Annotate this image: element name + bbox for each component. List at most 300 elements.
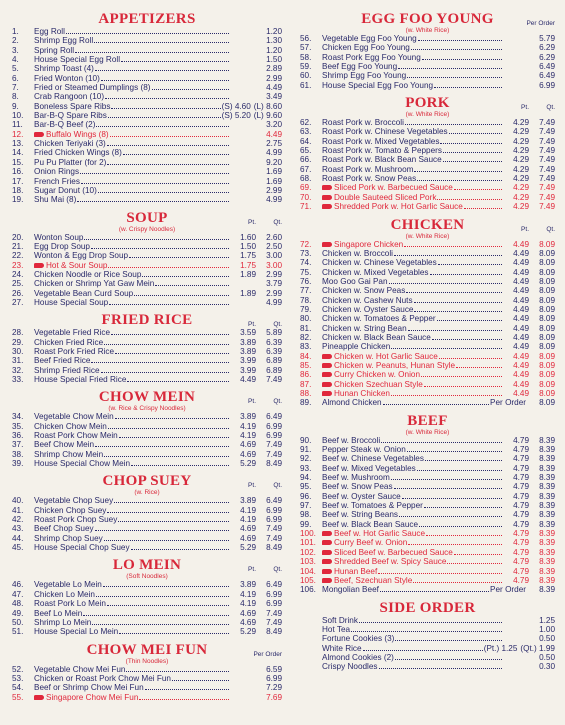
- hot-pepper-icon: [322, 242, 332, 247]
- price-column-header: [230, 482, 282, 489]
- menu-item: [300, 240, 555, 249]
- item-name: Roast Pork Egg Foo Young: [322, 52, 421, 62]
- hot-pepper-icon: [322, 372, 332, 377]
- menu-item: [12, 599, 282, 608]
- item-number: 7.: [12, 83, 19, 93]
- item-price-small: 4.79: [513, 547, 529, 557]
- dot-leader: [378, 573, 502, 574]
- item-price-small: 4.19: [240, 421, 256, 431]
- item-price-large: 8.39: [539, 510, 555, 520]
- item-name: Beef w. Hot Garlic Sauce: [334, 529, 426, 539]
- item-number: 19.: [12, 195, 24, 205]
- menu-item: [12, 347, 282, 356]
- item-price-large: 6.49: [539, 71, 555, 81]
- item-name: Vegetable Chow Mein: [34, 412, 114, 422]
- menu-item: [300, 71, 555, 80]
- item-number: 12.: [12, 129, 24, 139]
- item-name: House Special Chop Suey: [34, 543, 130, 553]
- item-number: 9.: [12, 101, 19, 111]
- item-price-small: 4.69: [240, 449, 256, 459]
- item-price-large: 7.49: [539, 127, 555, 137]
- dot-leader: [119, 437, 229, 438]
- item-price-small: 3.99: [240, 365, 256, 375]
- item-name: Shrimp Lo Mein: [34, 617, 92, 627]
- item-price-large: 4.99: [266, 195, 282, 205]
- item-price-small: 3.89: [240, 346, 256, 356]
- menu-item: [12, 674, 282, 683]
- item-name: Curry Beef w. Onion: [334, 538, 408, 548]
- menu-item: [300, 662, 555, 671]
- item-number: 8.: [12, 92, 19, 102]
- item-name: Sugar Donut (10): [34, 185, 97, 195]
- item-price-large: 7.69: [266, 692, 282, 702]
- section-header: [12, 388, 282, 405]
- dot-leader: [111, 334, 229, 335]
- item-name: Shredded Pork w. Hot Garlic Sauce: [334, 202, 463, 212]
- hot-pepper-icon: [322, 540, 332, 545]
- section-header: [300, 94, 555, 111]
- item-name: Vegetable Bean Curd Soup: [34, 288, 134, 298]
- dot-leader: [363, 650, 483, 651]
- section-title: LO MEIN: [112, 557, 182, 574]
- item-price-small: 4.29: [513, 202, 529, 212]
- menu-item: [300, 557, 555, 566]
- item-price-small: 4.49: [513, 370, 529, 380]
- menu-item: [300, 342, 555, 351]
- item-price-large: 7.49: [539, 136, 555, 146]
- item-price-large: 8.49: [266, 543, 282, 553]
- item-price-small: Per Order: [490, 585, 526, 595]
- item-price-small: 1.50: [240, 241, 256, 251]
- dot-leader: [91, 362, 229, 363]
- item-name: Bar-B-Q Spare Ribs: [34, 111, 107, 121]
- dot-leader: [417, 180, 502, 181]
- section-subtitle: (w. White Rice): [405, 27, 450, 34]
- item-name: Roast Pork w. Broccoli: [322, 118, 404, 128]
- menu-item: [300, 501, 555, 510]
- item-price-large: 7.49: [266, 524, 282, 534]
- item-number: 25.: [12, 279, 24, 289]
- item-number: 64.: [300, 136, 312, 146]
- menu-item: [300, 389, 555, 398]
- item-price-small: 4.79: [513, 510, 529, 520]
- item-price-large: 8.39: [539, 538, 555, 548]
- item-number: 63.: [300, 127, 312, 137]
- section-subtitle: (w. White Rice): [405, 232, 450, 240]
- item-price-large: 2.99: [266, 269, 282, 279]
- menu-item: [12, 27, 282, 36]
- item-name: Chicken w. Oyster Sauce: [322, 304, 414, 314]
- item-number: 89.: [300, 398, 312, 408]
- item-name: Beef Lo Mein: [34, 608, 83, 618]
- item-price-large: 8.39: [539, 547, 555, 557]
- menu-item: [300, 53, 555, 62]
- item-price-small: 4.79: [513, 519, 529, 529]
- item-price-small: 3.59: [240, 328, 256, 338]
- item-name: Roast Pork w. Black Bean Sauce: [322, 155, 442, 165]
- dot-leader: [411, 49, 502, 50]
- menu-item: [300, 380, 555, 389]
- item-price-small: 4.29: [513, 127, 529, 137]
- item-name: Vegetable Lo Mein: [34, 580, 102, 590]
- item-number: 43.: [12, 524, 24, 534]
- dot-leader: [109, 304, 229, 305]
- item-name: Shrimp Chow Mein: [34, 449, 104, 459]
- section-header: [12, 10, 282, 27]
- item-number: 96.: [300, 491, 312, 501]
- dot-leader: [422, 59, 502, 60]
- dot-leader: [389, 283, 502, 284]
- dot-leader: [126, 671, 229, 672]
- menu-item: [300, 146, 555, 155]
- menu-item: [12, 515, 282, 524]
- item-price-large: 2.99: [266, 288, 282, 298]
- item-name: Roast Pork Lo Mein: [34, 599, 106, 609]
- item-name: Shrimp Fried Rice: [34, 365, 100, 375]
- section-header: [12, 209, 282, 226]
- item-number: 102.: [300, 547, 316, 557]
- item-price-small: 4.49: [513, 342, 529, 352]
- item-name: Chicken Chow Mein: [34, 421, 107, 431]
- item-name: Soft Drink: [322, 615, 358, 625]
- price-header-label: Qt.: [273, 566, 282, 574]
- item-price-small: 4.19: [240, 599, 256, 609]
- menu-item: [300, 34, 555, 43]
- hot-pepper-icon: [322, 195, 332, 200]
- dot-leader: [84, 239, 229, 240]
- item-number: 11.: [12, 120, 23, 130]
- item-name: Chicken w. Hot Garlic Sauce: [334, 351, 438, 361]
- item-price-large: (L) 9.60: [253, 111, 282, 121]
- price-column-header: [503, 104, 555, 111]
- dot-leader: [464, 208, 502, 209]
- item-price-large: 6.29: [539, 52, 555, 62]
- item-number: 65.: [300, 146, 312, 156]
- section-header: [300, 599, 555, 616]
- item-name: Chicken w. Black Bean Sauce: [322, 332, 431, 342]
- item-price-large: 6.59: [266, 664, 282, 674]
- dot-leader: [443, 152, 502, 153]
- dot-leader: [425, 460, 502, 461]
- dot-leader: [95, 70, 229, 71]
- item-number: 2.: [12, 36, 19, 46]
- section-title: PORK: [405, 95, 450, 112]
- item-price-large: 8.39: [539, 473, 555, 483]
- item-price-large: 8.39: [539, 463, 555, 473]
- dot-leader: [407, 77, 502, 78]
- dot-leader: [105, 98, 229, 99]
- item-number: 70.: [300, 192, 312, 202]
- menu-item: [300, 81, 555, 90]
- item-number: 54.: [12, 683, 24, 693]
- item-number: 23.: [12, 260, 24, 270]
- item-price-small: 4.49: [513, 332, 529, 342]
- item-name: Shrimp Egg Roll: [34, 36, 94, 46]
- price-header-label: Qt.: [546, 104, 555, 112]
- item-name: Wonton & Egg Drop Soup: [34, 251, 129, 261]
- item-name: Shredded Beef w. Spicy Sauce: [334, 557, 447, 567]
- item-price-small: 4.49: [513, 258, 529, 268]
- price-header-label: Per Order: [253, 650, 282, 658]
- item-price-large: 8.09: [539, 276, 555, 286]
- item-price-small: 4.49: [513, 304, 529, 314]
- item-number: 34.: [12, 412, 24, 422]
- item-price-small: 4.69: [240, 608, 256, 618]
- item-number: 31.: [12, 356, 24, 366]
- item-price-large: 8.49: [266, 627, 282, 637]
- item-price-small: 4.29: [513, 118, 529, 128]
- item-name: Vegetable Fried Rice: [34, 328, 111, 338]
- item-name: Fried Wonton (10): [34, 73, 100, 83]
- menu-item: [12, 459, 282, 468]
- dot-leader: [104, 344, 229, 345]
- item-number: 76.: [300, 276, 312, 286]
- dot-leader: [80, 173, 229, 174]
- item-number: 100.: [300, 529, 316, 539]
- dot-leader: [399, 516, 502, 517]
- item-name: Beef w. Black Bean Sauce: [322, 519, 419, 529]
- item-number: 18.: [12, 185, 24, 195]
- price-header-label: Qt.: [273, 321, 282, 329]
- dot-leader: [115, 418, 229, 419]
- item-price-large: 2.89: [266, 64, 282, 74]
- item-price-large: 6.99: [266, 505, 282, 515]
- menu-item: [300, 520, 555, 529]
- item-name: Chicken Egg Foo Young: [322, 43, 410, 53]
- item-name: Beef Egg Foo Young: [322, 62, 398, 72]
- item-number: 71.: [300, 202, 312, 212]
- section-title: SOUP: [126, 209, 168, 226]
- item-number: 20.: [12, 232, 24, 242]
- item-price-small: 4.19: [240, 431, 256, 441]
- dot-leader: [91, 248, 229, 249]
- item-price-small: (Pt.) 1.25: [483, 643, 518, 653]
- price-column-header: [503, 226, 555, 233]
- item-price-large: 8.09: [539, 342, 555, 352]
- dot-leader: [426, 535, 502, 536]
- item-number: 77.: [300, 286, 312, 296]
- item-price-small: 4.79: [513, 435, 529, 445]
- price-header-label: Pt.: [248, 398, 256, 406]
- item-price-small: 4.69: [240, 533, 256, 543]
- item-name: House Special Egg Foo Young: [322, 80, 434, 90]
- item-price-small: 4.19: [240, 505, 256, 515]
- item-price-large: 6.49: [266, 580, 282, 590]
- item-price-small: 4.79: [513, 529, 529, 539]
- item-price-small: 4.29: [513, 164, 529, 174]
- item-price-small: Per Order: [490, 398, 526, 408]
- menu-item: [12, 298, 282, 307]
- item-price-large: 7.49: [266, 533, 282, 543]
- dot-leader: [391, 348, 502, 349]
- item-price-large: 8.09: [539, 286, 555, 296]
- menu-item: [12, 450, 282, 459]
- item-number: 79.: [300, 304, 312, 314]
- item-number: 73.: [300, 248, 312, 258]
- dot-leader: [108, 267, 229, 268]
- item-name: Egg Roll: [34, 27, 65, 36]
- section-spacer: [12, 702, 282, 706]
- item-price-large: 7.49: [266, 440, 282, 450]
- dot-leader: [454, 554, 502, 555]
- menu-item: [300, 454, 555, 463]
- dot-leader: [98, 192, 229, 193]
- menu-item: [300, 118, 555, 127]
- item-name: Singapore Chicken: [334, 239, 404, 249]
- menu-item: [300, 548, 555, 557]
- menu-item: [12, 195, 282, 204]
- item-name: Chicken Teriyaki (3): [34, 139, 106, 149]
- item-name: Shrimp Egg Foo Young: [322, 71, 407, 81]
- section-subtitle: (w. Rice): [134, 489, 160, 497]
- dot-leader: [434, 87, 502, 88]
- item-price-large: 6.99: [539, 80, 555, 90]
- item-price-large: 8.09: [539, 239, 555, 249]
- item-number: 68.: [300, 174, 312, 184]
- item-name: Wonton Soup: [34, 232, 84, 242]
- dot-leader: [418, 40, 502, 41]
- menu-item: [300, 634, 555, 643]
- item-price-large: 7.49: [266, 617, 282, 627]
- item-price-large: 7.49: [539, 155, 555, 165]
- dot-leader: [95, 446, 229, 447]
- item-number: 85.: [300, 360, 312, 370]
- dot-leader: [456, 367, 502, 368]
- item-name: Beef w. Tomatoes & Pepper: [322, 501, 423, 511]
- item-price-large: 8.09: [539, 323, 555, 333]
- dot-leader: [104, 456, 229, 457]
- item-name: Beef Chop Suey: [34, 524, 94, 534]
- item-number: 16.: [12, 167, 24, 177]
- item-price-large: 8.49: [266, 459, 282, 469]
- item-number: 3.: [12, 45, 19, 55]
- menu-item: [300, 333, 555, 342]
- menu-item: [12, 130, 282, 139]
- item-number: 104.: [300, 566, 316, 576]
- item-number: 72.: [300, 239, 312, 249]
- item-number: 106.: [300, 585, 316, 595]
- item-name: Chicken or Roast Pork Chow Mei Fun: [34, 673, 171, 683]
- item-price-large: 3.79: [266, 279, 282, 289]
- section-header: [12, 641, 282, 658]
- menu-item: [12, 422, 282, 431]
- menu-item: [300, 286, 555, 295]
- dot-leader: [152, 89, 230, 90]
- section-lo-mein: [12, 556, 282, 640]
- item-price-small: 4.69: [240, 440, 256, 450]
- dot-leader: [83, 615, 229, 616]
- item-price-large: 9.20: [266, 157, 282, 167]
- price-header-label: Pt.: [248, 566, 256, 574]
- item-name: Beef w. String Beans: [322, 510, 399, 520]
- item-price-small: 4.49: [513, 295, 529, 305]
- item-number: 30.: [12, 346, 24, 356]
- menu-item: [12, 261, 282, 270]
- item-price-small: 4.49: [513, 360, 529, 370]
- item-number: 29.: [12, 337, 24, 347]
- menu-item: [300, 616, 555, 625]
- section-chicken: [300, 216, 555, 412]
- item-number: 93.: [300, 463, 312, 473]
- menu-item: [12, 375, 282, 384]
- item-number: 5.: [12, 64, 19, 74]
- item-price-large: 0.30: [539, 662, 555, 672]
- menu-item: [12, 158, 282, 167]
- item-number: 101.: [300, 538, 316, 548]
- item-number: 99.: [300, 519, 312, 529]
- dot-leader: [414, 311, 502, 312]
- menu-item: [300, 277, 555, 286]
- section-appetizers: [12, 10, 282, 209]
- item-price-large: 8.39: [539, 501, 555, 511]
- item-name: Chicken or Shrimp Yat Gaw Mein: [34, 279, 155, 289]
- dot-leader: [131, 465, 229, 466]
- dot-leader: [447, 563, 502, 564]
- item-name: House Special Fried Rice: [34, 375, 127, 384]
- section-header: [12, 311, 282, 328]
- item-name: Roast Pork w. Chinese Vegetables: [322, 127, 448, 137]
- hot-pepper-icon: [322, 382, 332, 387]
- item-number: 60.: [300, 71, 312, 81]
- item-number: 69.: [300, 183, 312, 193]
- item-number: 81.: [300, 323, 312, 333]
- hot-pepper-icon: [322, 578, 332, 583]
- section-title: CHOW MEI FUN: [86, 641, 208, 658]
- item-name: Vegetable Chop Suey: [34, 496, 114, 506]
- item-name: Beef w. Mushroom: [322, 473, 390, 483]
- item-name: Roast Pork w. Snow Peas: [322, 174, 417, 184]
- item-name: Chicken Lo Mein: [34, 589, 95, 599]
- item-price-large: 6.99: [266, 431, 282, 441]
- section-pork: [300, 94, 555, 215]
- dot-leader: [414, 302, 502, 303]
- dot-leader: [107, 512, 229, 513]
- menu-item: [12, 665, 282, 674]
- item-number: 57.: [300, 43, 312, 53]
- menu-item: [12, 693, 282, 702]
- price-header-label: Qt.: [273, 398, 282, 406]
- menu-item: [300, 249, 555, 258]
- item-name: Chicken w. Mixed Vegetables: [322, 267, 429, 277]
- dot-leader: [383, 404, 489, 405]
- item-price-large: 0.50: [539, 634, 555, 644]
- item-name: Buffalo Wings (8): [46, 129, 109, 139]
- item-price-large: 1.30: [266, 36, 282, 46]
- section-chow-mei-fun: [12, 641, 282, 706]
- item-price-large: 8.39: [539, 575, 555, 585]
- hot-pepper-icon: [322, 531, 332, 536]
- menu-item: [12, 177, 282, 186]
- dot-leader: [123, 154, 229, 155]
- dot-leader: [351, 631, 502, 632]
- menu-item: [12, 412, 282, 421]
- item-price-small: 4.49: [513, 379, 529, 389]
- dot-leader: [443, 161, 502, 162]
- item-number: 21.: [12, 241, 24, 251]
- dot-leader: [406, 292, 502, 293]
- item-price-large: 2.50: [266, 241, 282, 251]
- item-price-small: 4.49: [513, 276, 529, 286]
- item-name: Hot Tea: [322, 624, 351, 634]
- section-title: SIDE ORDER: [379, 599, 476, 616]
- item-number: 56.: [300, 34, 312, 43]
- item-name: Roast Pork Chop Suey: [34, 515, 118, 525]
- item-price-large: 3.49: [266, 92, 282, 102]
- item-number: 49.: [12, 608, 24, 618]
- item-name: Chicken Szechuan Style: [334, 379, 423, 389]
- section-header: [300, 412, 555, 429]
- menu-item: [300, 482, 555, 491]
